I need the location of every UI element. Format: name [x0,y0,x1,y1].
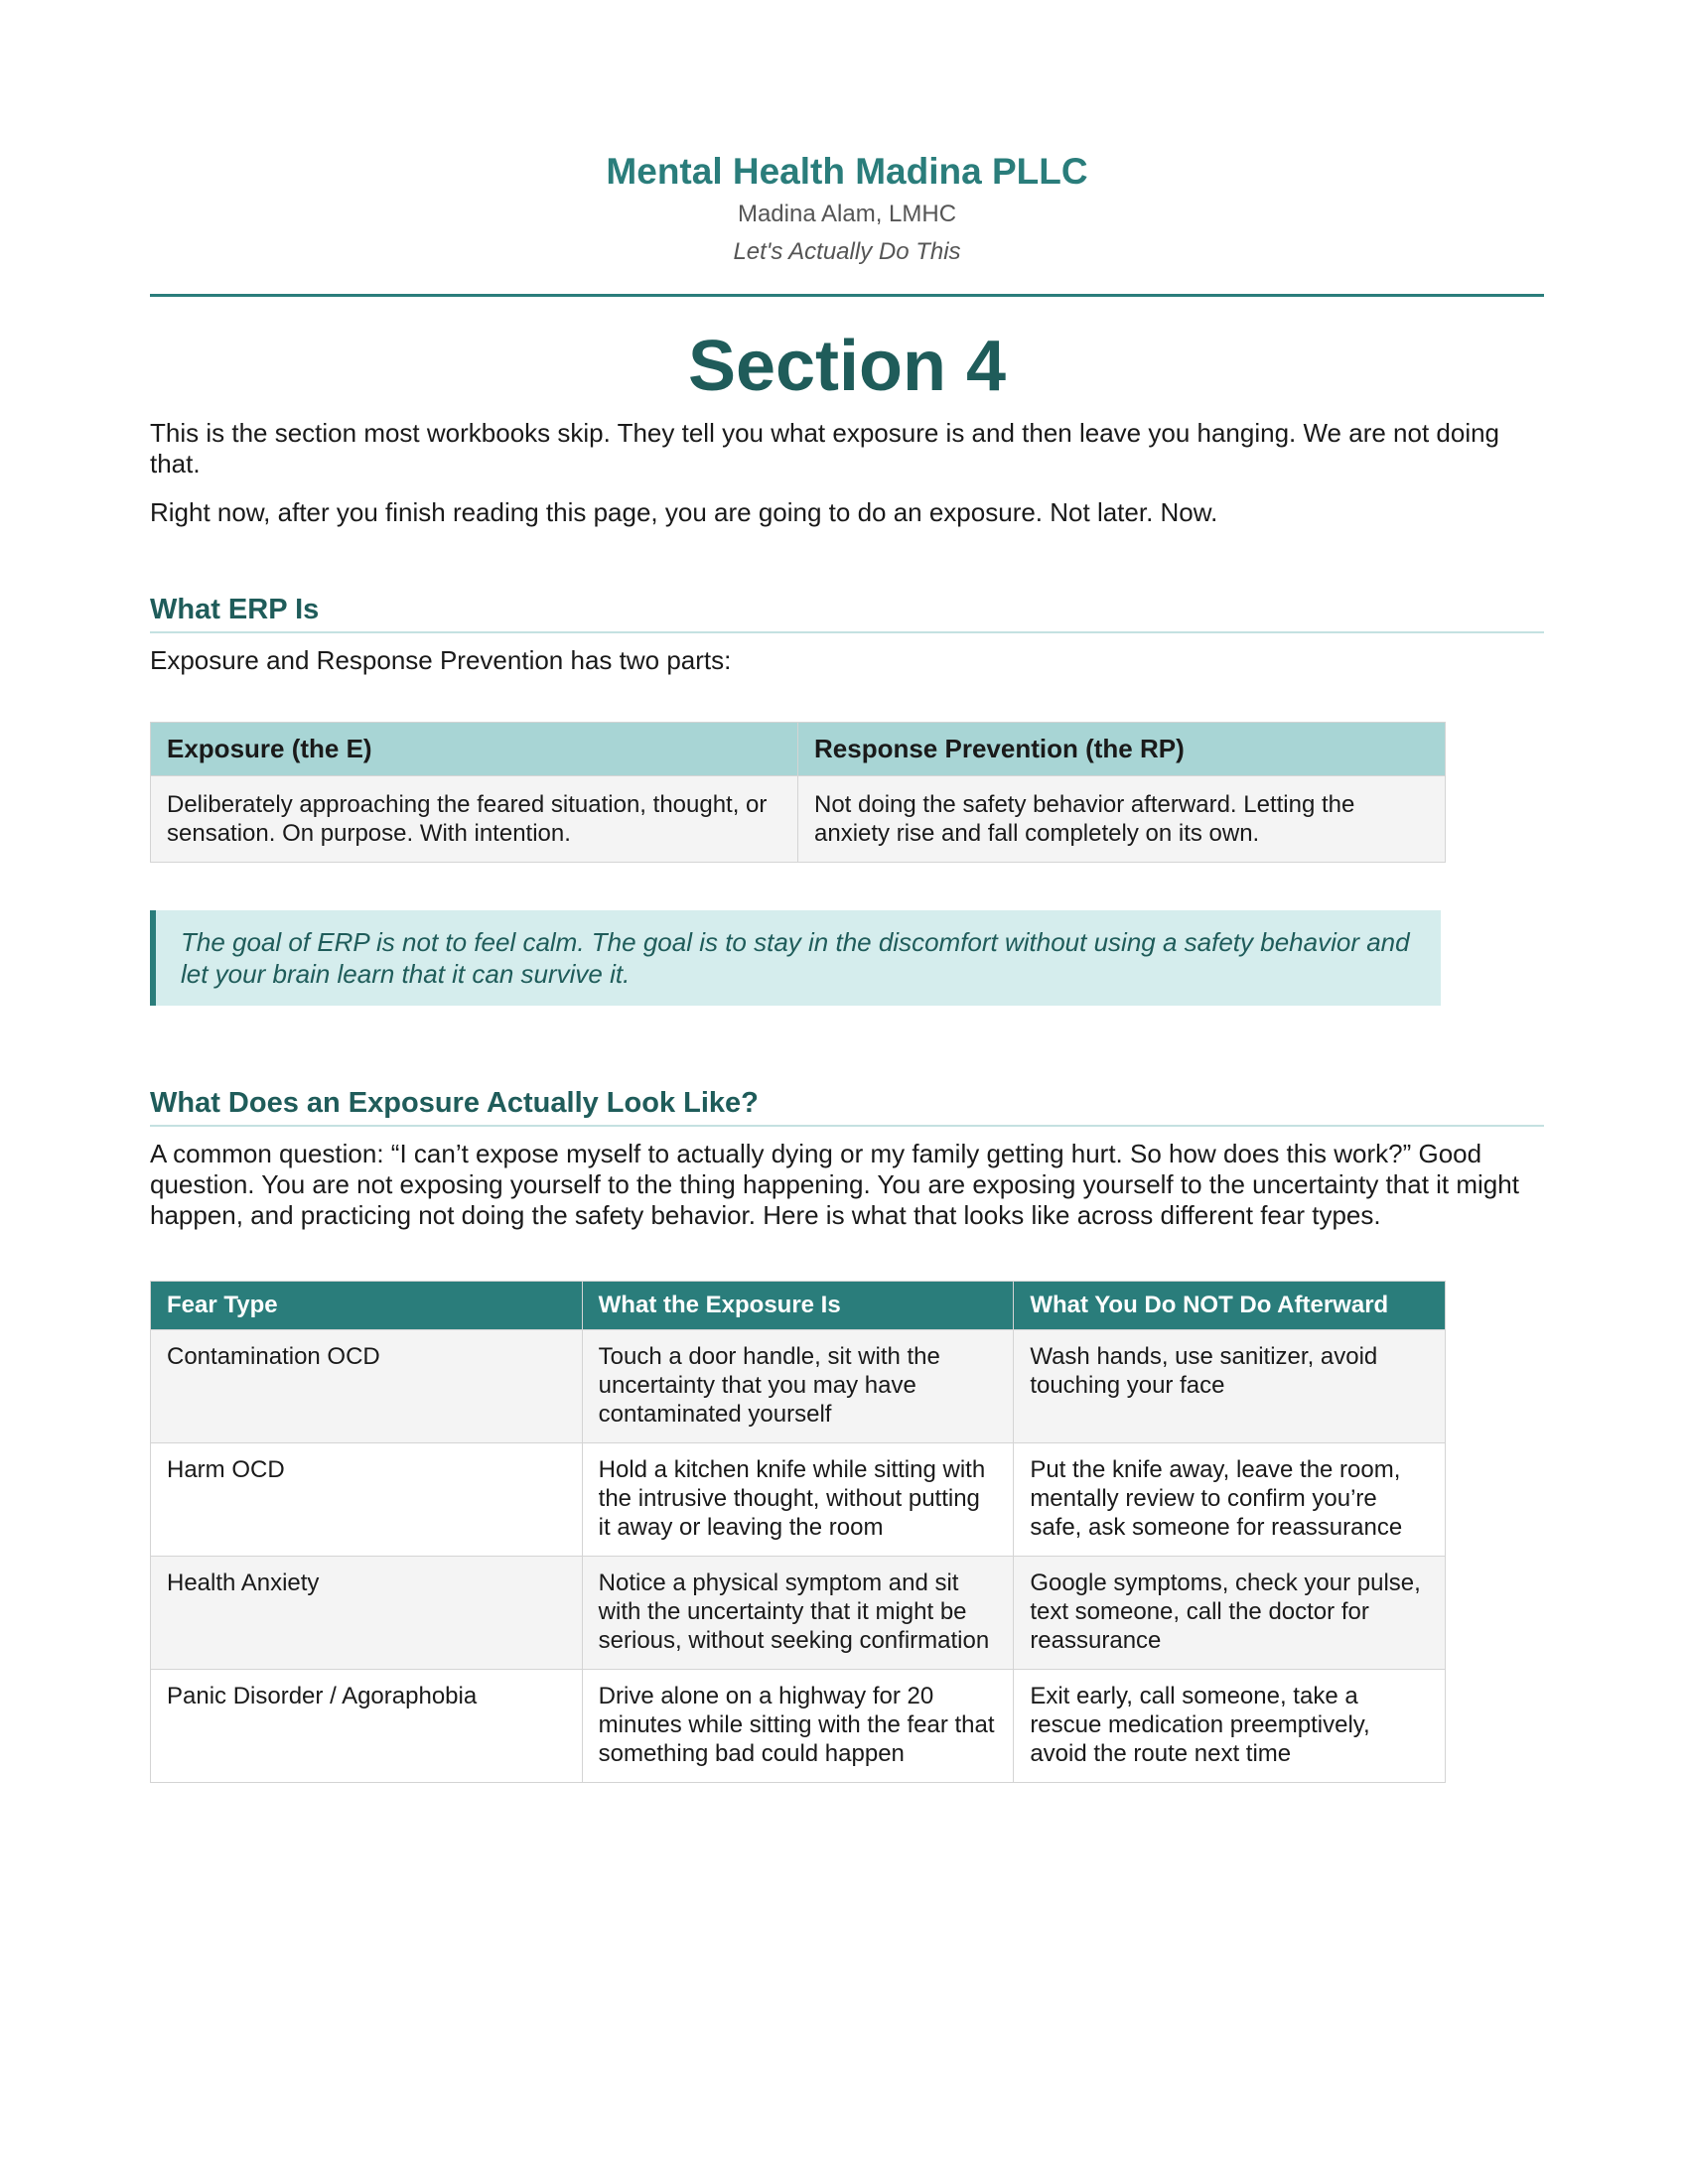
column-header: Fear Type [151,1282,583,1330]
table-header-row [151,1282,1446,1330]
table-row [151,1557,1446,1670]
letterhead [150,0,1544,268]
table-cell: Harm OCD [151,1443,583,1557]
table-cell: Panic Disorder / Agoraphobia [151,1670,583,1783]
table-cell: Drive alone on a highway for 20 minutes while sitting with the fear that something bad could happen [582,1670,1014,1783]
table-cell: Not doing the safety behavior afterward. Letting the anxiety rise and fall completely on its own. [798,776,1446,863]
column-header: Exposure (the E) [151,723,798,776]
exposure-examples-heading: What Does an Exposure Actually Look Like? [150,1085,1544,1127]
table-row [151,1443,1446,1557]
intro-paragraph: Right now, after you finish reading this page, you are going to do an exposure. Not later. Now. [150,497,1218,527]
tagline: Let's Actually Do This [733,238,961,265]
document-page [150,0,1544,1783]
table-cell: Notice a physical symptom and sit with the uncertainty that it might be serious, without seeking confirmation [582,1557,1014,1670]
practice-name: Mental Health Madina PLLC [606,151,1088,192]
column-header: What You Do NOT Do Afterward [1014,1282,1446,1330]
column-header: Response Prevention (the RP) [798,723,1446,776]
table-cell: Health Anxiety [151,1557,583,1670]
erp-lead: Exposure and Response Prevention has two parts: [150,645,732,675]
erp-parts-table [150,722,1446,863]
intro-paragraph: This is the section most workbooks skip. They tell you what exposure is and then leave you hanging. We are not doing that. [150,418,1500,478]
section-title: Section 4 [687,327,1007,406]
table-row [151,776,1446,863]
table-cell: Put the knife away, leave the room, mentally review to confirm you’re safe, ask someone for reassurance [1014,1443,1446,1557]
clinician-name: Madina Alam, LMHC [737,201,957,227]
table-row [151,1670,1446,1783]
fear-type-table [150,1281,1446,1783]
column-header: What the Exposure Is [582,1282,1014,1330]
table-row [151,1330,1446,1443]
erp-goal-callout: The goal of ERP is not to feel calm. The goal is to stay in the discomfort without using a safety behavior and let your brain learn that it can survive it. [150,910,1441,1006]
exposure-examples-lead: A common question: “I can’t expose myself to actually dying or my family getting hurt. So how does this work?” Good question. You are not exposing yourself to the thing happening. You are exposing yourself to the uncertainty that it might happen, and practicing not doing the safety behavior. Here is what that looks like across different fear types. [150,1139,1519,1230]
table-cell: Wash hands, use sanitizer, avoid touching your face [1014,1330,1446,1443]
table-cell: Google symptoms, check your pulse, text someone, call the doctor for reassurance [1014,1557,1446,1670]
table-cell: Contamination OCD [151,1330,583,1443]
table-cell: Hold a kitchen knife while sitting with the intrusive thought, without putting it away or leaving the room [582,1443,1014,1557]
header-divider [150,294,1544,297]
table-cell: Touch a door handle, sit with the uncertainty that you may have contaminated yourself [582,1330,1014,1443]
table-cell: Deliberately approaching the feared situation, thought, or sensation. On purpose. With intention. [151,776,798,863]
table-header-row [151,723,1446,776]
table-cell: Exit early, call someone, take a rescue medication preemptively, avoid the route next time [1014,1670,1446,1783]
erp-heading: What ERP Is [150,592,1544,633]
